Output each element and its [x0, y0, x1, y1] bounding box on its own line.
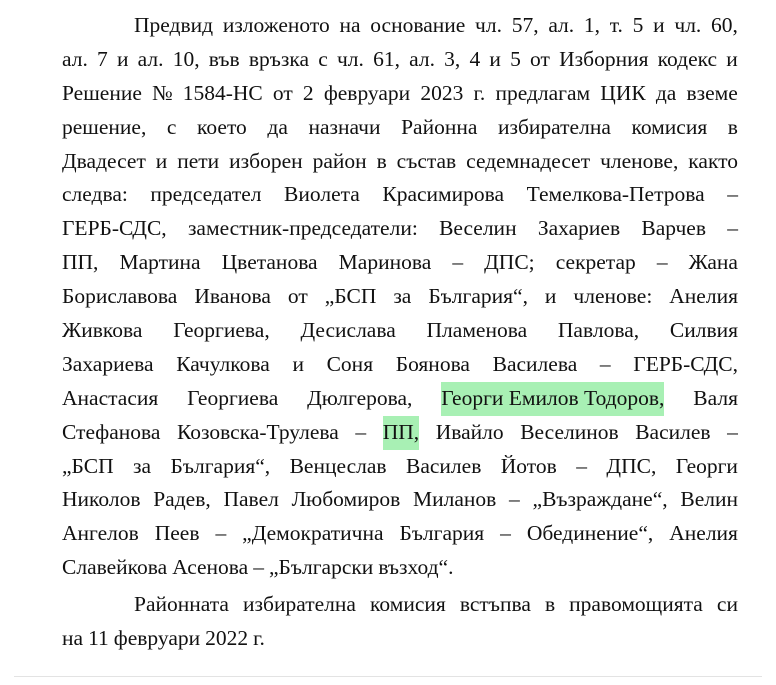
word: назначи [308, 114, 381, 139]
word: Миланов [413, 487, 497, 512]
word: Иванова [194, 284, 271, 309]
word: 57, [511, 13, 539, 37]
word: 60, [711, 13, 738, 37]
page-bottom-divider [14, 676, 762, 677]
word: избирателна [497, 114, 611, 139]
text-line [62, 382, 738, 416]
word: Павел [223, 487, 279, 512]
word: състав [396, 148, 457, 173]
word: ДПС; [484, 250, 535, 275]
word: Темелкова-Петрова [526, 182, 705, 207]
word: и [653, 13, 665, 37]
word: Павлова, [557, 318, 640, 343]
word: Венцеслав [289, 453, 387, 478]
word: връзка [248, 46, 310, 71]
word: – [576, 453, 587, 478]
word: България [399, 521, 485, 546]
word: в [376, 148, 387, 173]
text-line [62, 246, 738, 280]
word: Ангелов [62, 521, 139, 546]
word: да [267, 114, 288, 139]
word: Йотов [500, 453, 557, 478]
word: Анелия [669, 521, 738, 546]
text-line [62, 178, 738, 212]
word: „Възраждане“, [532, 487, 668, 512]
word: Козовска-Трулева [176, 419, 339, 444]
word: 11 [88, 625, 109, 650]
word: ГЕРБ-СДС, [62, 216, 167, 241]
word: – [656, 250, 668, 275]
word: ал. [409, 46, 435, 71]
word: с [318, 46, 328, 71]
word: с [166, 114, 177, 139]
text-line [62, 348, 738, 382]
text-line [62, 43, 738, 77]
word: във [208, 46, 240, 71]
text-line [62, 9, 738, 43]
word: встъпва [459, 592, 531, 616]
word: на [62, 625, 84, 650]
word: Василева [492, 351, 578, 376]
word: комисия [631, 114, 708, 139]
word: Красимирова [382, 182, 505, 207]
word: в [727, 114, 738, 139]
word: както [688, 148, 738, 173]
word: 2 [302, 80, 314, 105]
word: 2023 [420, 80, 464, 105]
word: Радев, [153, 487, 211, 512]
word: Пеев [154, 521, 200, 546]
word: – [215, 521, 227, 546]
word: Мартина [119, 250, 201, 275]
word: Обединение“, [526, 521, 654, 546]
word: Валя [693, 385, 738, 410]
word: 7 [97, 46, 108, 71]
word: Ивайло [435, 419, 504, 444]
word: възход“. [378, 555, 454, 580]
word: Маринова [338, 250, 432, 275]
word: Качулкова [176, 351, 270, 376]
word: г. [473, 80, 486, 105]
word: Асенова [172, 555, 249, 580]
word: 3, [444, 46, 461, 71]
word: следва: [62, 182, 128, 207]
text-line [62, 212, 738, 246]
text-line [62, 314, 738, 348]
word: „БСП [62, 453, 114, 478]
highlighted-name: Георги Емилов Тодоров, [441, 382, 664, 416]
word: комисия [370, 592, 446, 616]
text-line [62, 280, 738, 314]
word: предлагам [495, 80, 591, 105]
word: чл. [674, 13, 702, 37]
text-line [62, 77, 738, 111]
word: изборен [229, 148, 303, 173]
text-line [62, 588, 738, 622]
word: 2022 [205, 625, 249, 650]
word: и [489, 46, 501, 71]
word: избирателна [243, 592, 356, 616]
word: секретар [555, 250, 636, 275]
word: Силвия [669, 318, 738, 343]
text-line [62, 450, 738, 484]
word: ДПС, [606, 453, 657, 478]
word: Пламенова [426, 318, 528, 343]
word: Десислава [300, 318, 396, 343]
word: Велин [680, 487, 738, 512]
word: председател [150, 182, 262, 207]
word: от [287, 284, 308, 309]
word: Бориславова [62, 284, 178, 309]
word: – [509, 487, 520, 512]
word: Веселин [439, 216, 517, 241]
word: Соня [326, 351, 374, 376]
word: „Демократична [242, 521, 384, 546]
word: Живкова [62, 318, 143, 343]
word: си [716, 592, 738, 616]
paragraph-proposal [62, 9, 738, 585]
text-line [62, 517, 738, 551]
word: чл. [336, 46, 364, 71]
word: вземе [686, 80, 738, 105]
word: Цветанова [221, 250, 318, 275]
word: Веселинов [520, 419, 619, 444]
word: – [355, 419, 367, 444]
word: и [116, 46, 129, 71]
word: заместник-председатели: [187, 216, 418, 241]
word: 5 [510, 46, 521, 71]
word: България“, [170, 453, 271, 478]
word: Изборния [559, 46, 649, 71]
word: 5 [632, 13, 644, 37]
word: пети [177, 148, 220, 173]
text-line [62, 111, 738, 145]
word: Решение [62, 80, 142, 105]
word: Василев [635, 419, 711, 444]
word: Районната [134, 592, 229, 616]
word: Предвид [134, 13, 214, 37]
text-line [62, 622, 738, 656]
word: „БСП [324, 284, 377, 309]
word: Анелия [669, 284, 738, 309]
word: членове: [573, 284, 653, 309]
word: Районна [401, 114, 478, 139]
highlighted-party: ПП, [383, 416, 419, 450]
word: правомощията [569, 592, 703, 616]
word: Николов [62, 487, 141, 512]
word: 1584-НС [182, 80, 263, 105]
word: Варчев [641, 216, 706, 241]
word: – [727, 182, 738, 207]
word: Боянова [395, 351, 470, 376]
word: т. [609, 13, 623, 37]
word: февруари [113, 625, 201, 650]
word: изложеното [222, 13, 330, 37]
word: Георги [675, 453, 738, 478]
word: и [726, 46, 738, 71]
word: Василев [405, 453, 482, 478]
word: Виолета [284, 182, 360, 207]
word: и [544, 284, 557, 309]
word: „Български [268, 555, 374, 580]
word: – [500, 521, 511, 546]
word: – [452, 250, 464, 275]
word: – [253, 555, 264, 580]
word: ПП, [62, 250, 99, 275]
paragraph-commission-start [62, 588, 738, 656]
word: – [727, 216, 738, 241]
word: на [339, 13, 361, 37]
word: което [197, 114, 247, 139]
word: ал. [137, 46, 164, 71]
word: Дюлгерова, [307, 385, 413, 410]
word: Захариева [62, 351, 154, 376]
word: и [155, 148, 168, 173]
word: Георгиева [187, 385, 279, 410]
word: да [655, 80, 677, 105]
word: Стефанова [62, 419, 161, 444]
word: Жана [688, 250, 738, 275]
word: 1, [583, 13, 601, 37]
word: за [393, 284, 412, 309]
word: № [152, 80, 173, 105]
word: в [544, 592, 556, 616]
word: Георгиева, [173, 318, 270, 343]
word: и [292, 351, 304, 376]
word: ал. [548, 13, 575, 37]
text-line [62, 416, 738, 450]
word: решение, [62, 114, 147, 139]
word: г. [253, 625, 265, 650]
word: за [133, 453, 152, 478]
word: – [727, 419, 738, 444]
word: ГЕРБ-СДС, [633, 351, 738, 376]
word: 4 [469, 46, 481, 71]
word: от [530, 46, 550, 71]
word: 10, [172, 46, 200, 71]
word: Анастасия [62, 385, 159, 410]
word: Любомиров [291, 487, 401, 512]
text-line [62, 551, 738, 585]
word: България“, [428, 284, 528, 309]
word: основание [370, 13, 466, 37]
text-line [62, 483, 738, 517]
text-line [62, 145, 738, 179]
word: – [599, 351, 611, 376]
word: район [312, 148, 367, 173]
word: ЦИК [600, 80, 646, 105]
word: седемнадесет [466, 148, 591, 173]
word: Захариев [537, 216, 621, 241]
word: 61, [373, 46, 400, 71]
word: ал. [62, 46, 88, 71]
word: Славейкова [62, 555, 168, 580]
word: Двадесет [62, 148, 146, 173]
word: февруари [323, 80, 411, 105]
word: кодекс [657, 46, 718, 71]
word: от [272, 80, 293, 105]
word: членове, [600, 148, 679, 173]
word: чл. [475, 13, 502, 37]
